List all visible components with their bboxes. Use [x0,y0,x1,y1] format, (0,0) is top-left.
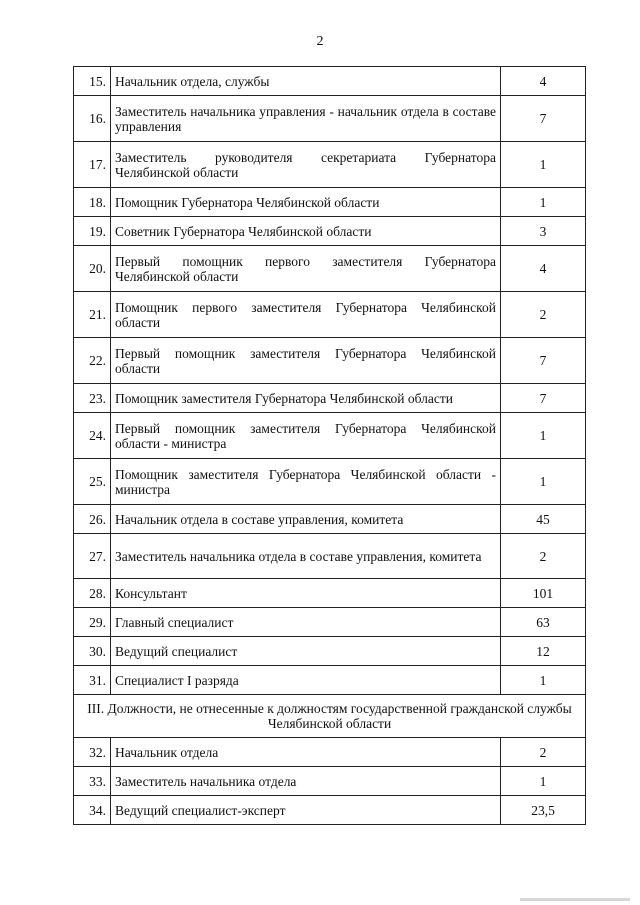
position-quantity: 4 [501,246,586,292]
position-quantity: 23,5 [501,796,586,825]
row-number: 21. [74,292,111,338]
row-number: 27. [74,534,111,579]
position-quantity: 101 [501,579,586,608]
position-quantity: 2 [501,738,586,767]
position-quantity: 2 [501,534,586,579]
row-number: 24. [74,413,111,459]
staff-positions-table [73,66,586,825]
position-title: Первый помощник заместителя Губернатора Челябинской области [111,338,501,384]
position-title: Советник Губернатора Челябинской области [111,217,501,246]
row-number: 29. [74,608,111,637]
row-number: 17. [74,142,111,188]
table-row [74,505,586,534]
position-title: Ведущий специалист-эксперт [111,796,501,825]
scan-edge-mark [520,898,630,901]
table-row [74,217,586,246]
position-title: Главный специалист [111,608,501,637]
row-number: 19. [74,217,111,246]
section-heading-row [74,695,586,738]
table-row [74,738,586,767]
table-row [74,637,586,666]
table-row [74,67,586,96]
position-title: Заместитель начальника отдела [111,767,501,796]
table-row [74,96,586,142]
position-quantity: 7 [501,384,586,413]
section-heading: III. Должности, не отнесенные к должностям государственной гражданской службы Челябинской области [74,695,586,738]
position-quantity: 1 [501,459,586,505]
position-title: Заместитель начальника управления - начальник отдела в составе управления [111,96,501,142]
table-row [74,142,586,188]
row-number: 31. [74,666,111,695]
table-row [74,246,586,292]
row-number: 26. [74,505,111,534]
position-quantity: 1 [501,142,586,188]
position-quantity: 7 [501,96,586,142]
table-row [74,666,586,695]
position-quantity: 2 [501,292,586,338]
row-number: 22. [74,338,111,384]
row-number: 34. [74,796,111,825]
position-title: Помощник заместителя Губернатора Челябинской области - министра [111,459,501,505]
position-quantity: 4 [501,67,586,96]
position-title: Первый помощник заместителя Губернатора Челябинской области - министра [111,413,501,459]
position-quantity: 1 [501,767,586,796]
table-row [74,338,586,384]
table-row [74,608,586,637]
position-title: Заместитель руководителя секретариата Губернатора Челябинской области [111,142,501,188]
row-number: 20. [74,246,111,292]
position-title: Ведущий специалист [111,637,501,666]
position-title: Специалист I разряда [111,666,501,695]
page-number: 2 [316,34,324,49]
table-row [74,292,586,338]
row-number: 23. [74,384,111,413]
position-title: Помощник первого заместителя Губернатора Челябинской области [111,292,501,338]
position-quantity: 1 [501,413,586,459]
position-title: Начальник отдела, службы [111,67,501,96]
position-title: Начальник отдела в составе управления, комитета [111,505,501,534]
table-row [74,579,586,608]
table-row [74,384,586,413]
table-row [74,459,586,505]
row-number: 30. [74,637,111,666]
position-title: Начальник отдела [111,738,501,767]
table-row [74,188,586,217]
row-number: 25. [74,459,111,505]
position-title: Консультант [111,579,501,608]
position-title: Первый помощник первого заместителя Губернатора Челябинской области [111,246,501,292]
row-number: 28. [74,579,111,608]
row-number: 18. [74,188,111,217]
table-row [74,413,586,459]
table-row [74,796,586,825]
position-quantity: 1 [501,188,586,217]
position-title: Заместитель начальника отдела в составе управления, комитета [111,534,501,579]
row-number: 33. [74,767,111,796]
table-row [74,767,586,796]
position-title: Помощник Губернатора Челябинской области [111,188,501,217]
table-row [74,534,586,579]
position-quantity: 45 [501,505,586,534]
position-quantity: 63 [501,608,586,637]
position-quantity: 3 [501,217,586,246]
position-quantity: 7 [501,338,586,384]
row-number: 15. [74,67,111,96]
position-quantity: 12 [501,637,586,666]
row-number: 32. [74,738,111,767]
position-title: Помощник заместителя Губернатора Челябинской области [111,384,501,413]
position-quantity: 1 [501,666,586,695]
row-number: 16. [74,96,111,142]
